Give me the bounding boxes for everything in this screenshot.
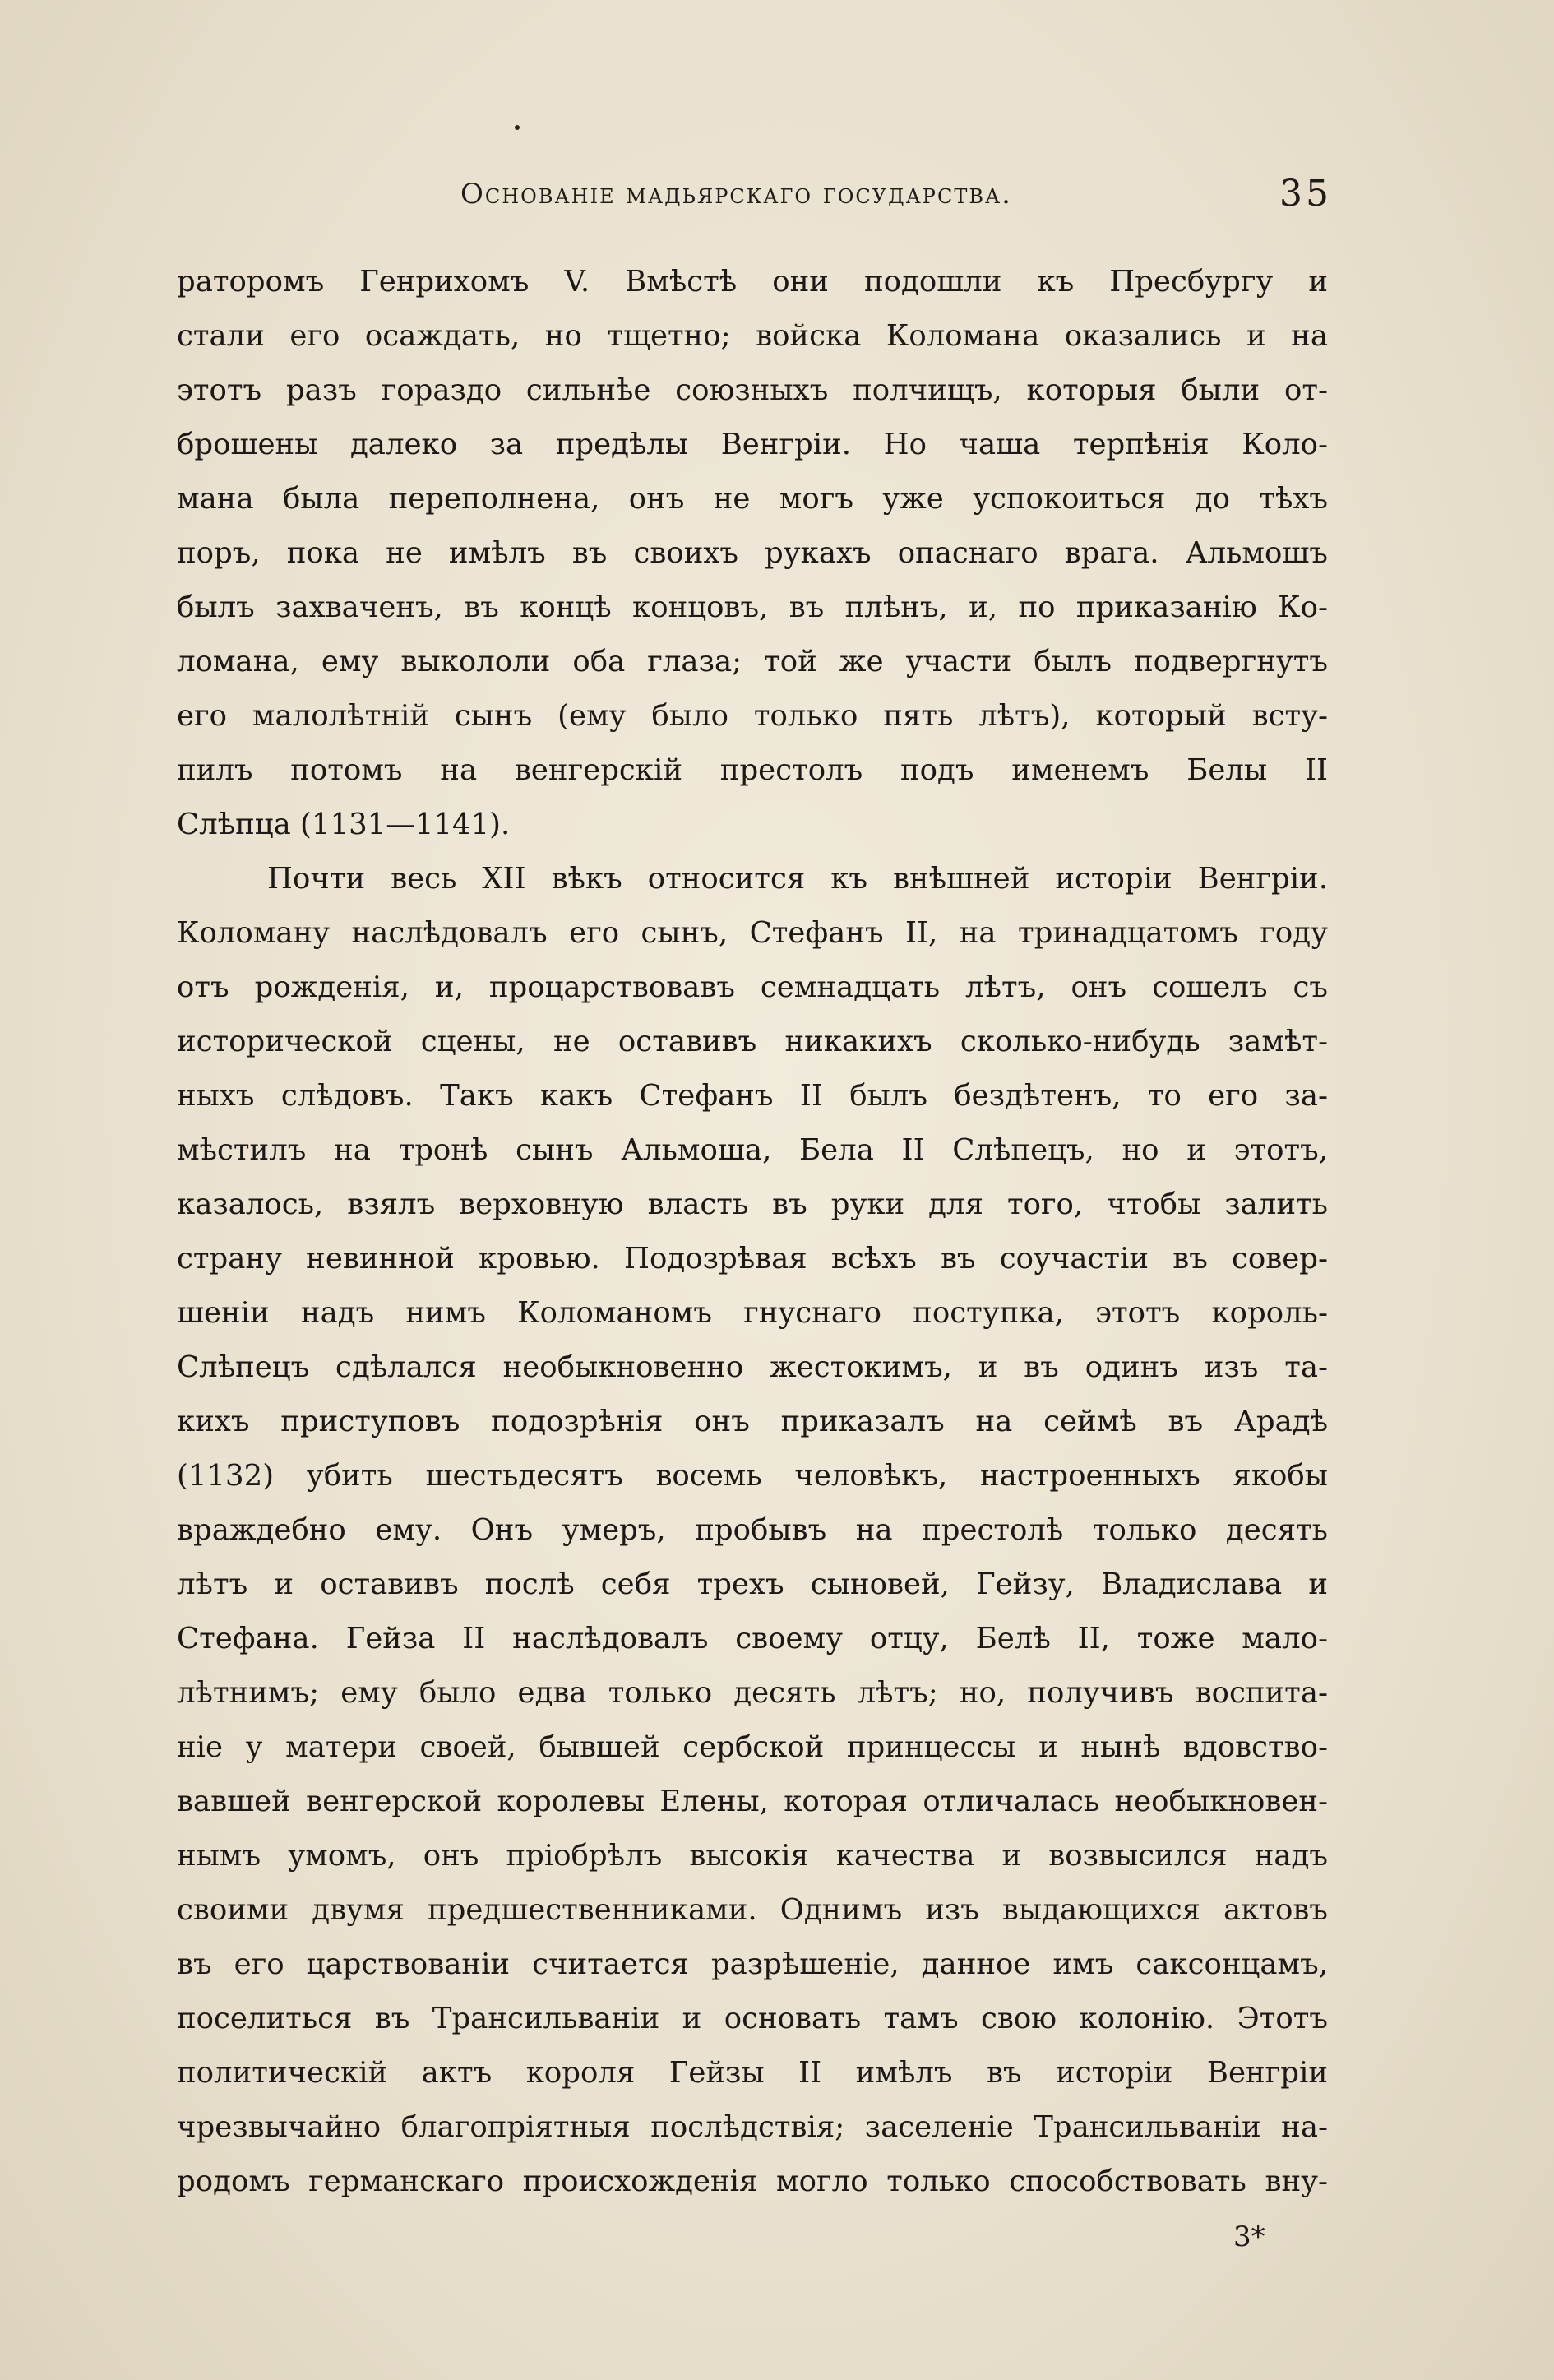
text-line: враждебно ему. Онъ умеръ, пробывъ на престолѣ только десять — [177, 1513, 1328, 1547]
paragraph-1 — [177, 255, 1328, 852]
text-line: мана была переполнена, онъ не могъ уже успокоиться до тѣхъ — [177, 482, 1328, 516]
text-line: былъ захваченъ, въ концѣ концовъ, въ плѣнъ, и, по приказанію Ко- — [177, 590, 1328, 624]
text-line: чрезвычайно благопріятныя послѣдствія; заселеніе Трансильваніи на- — [177, 2110, 1328, 2144]
paragraph-2 — [177, 852, 1328, 2209]
text-line: поръ, пока не имѣлъ въ своихъ рукахъ опаснаго врага. Альмошъ — [177, 536, 1328, 570]
text-line: Коломану наслѣдовалъ его сынъ, Стефанъ II, на тринадцатомъ году — [177, 916, 1328, 950]
text-line: Стефана. Гейза II наслѣдовалъ своему отцу, Белѣ II, тоже мало- — [177, 1622, 1328, 1655]
page-number: 35 — [1279, 173, 1332, 215]
text-line: своими двумя предшественниками. Однимъ изъ выдающихся актовъ — [177, 1893, 1328, 1927]
text-line: лѣтнимъ; ему было едва только десять лѣтъ; но, получивъ воспита- — [177, 1676, 1328, 1710]
page-header — [173, 173, 1332, 230]
text-line: нымъ умомъ, онъ пріобрѣлъ высокія качества и возвысился надъ — [177, 1839, 1328, 1873]
text-line: Слѣпецъ сдѣлался необыкновенно жестокимъ, и въ одинъ изъ та- — [177, 1350, 1328, 1384]
signature-mark: 3* — [1233, 2220, 1265, 2253]
text-line: ломана, ему выкололи оба глаза; той же участи былъ подвергнутъ — [177, 645, 1328, 678]
text-line: ніе у матери своей, бывшей сербской принцессы и нынѣ вдовство- — [177, 1730, 1328, 1764]
text-line: этотъ разъ гораздо сильнѣе союзныхъ полчищъ, которыя были от- — [177, 373, 1328, 407]
text-line: поселиться въ Трансильваніи и основать тамъ свою колонію. Этотъ — [177, 2002, 1328, 2035]
text-line: стали его осаждать, но тщетно; войска Коломана оказались и на — [177, 319, 1328, 353]
text-line: исторической сцены, не оставивъ никакихъ сколько-нибудь замѣт- — [177, 1025, 1328, 1058]
body-text — [177, 255, 1328, 2209]
text-line: лѣтъ и оставивъ послѣ себя трехъ сыновей, Гейзу, Владислава и — [177, 1567, 1328, 1601]
text-line: въ его царствованіи считается разрѣшеніе, данное имъ саксонцамъ, — [177, 1947, 1328, 1981]
text-line: брошены далеко за предѣлы Венгріи. Но чаша терпѣнія Коло- — [177, 428, 1328, 461]
text-line: казалось, взялъ верховную власть въ руки для того, чтобы залить — [177, 1188, 1328, 1221]
text-line: родомъ германскаго происхожденія могло только способствовать вну- — [177, 2165, 1328, 2198]
text-line: кихъ приступовъ подозрѣнія онъ приказалъ на сеймѣ въ Арадѣ — [177, 1405, 1328, 1438]
running-head: Основанiе мадьярскаго государства. — [460, 178, 1012, 211]
text-line: страну невинной кровью. Подозрѣвая всѣхъ въ соучастіи въ совер- — [177, 1242, 1328, 1276]
text-line: его малолѣтній сынъ (ему было только пять лѣтъ), который всту- — [177, 699, 1328, 733]
text-line: пилъ потомъ на венгерскій престолъ подъ именемъ Белы II — [177, 753, 1328, 787]
ink-speck — [515, 125, 520, 130]
text-line: раторомъ Генрихомъ V. Вмѣстѣ они подошли къ Пресбургу и — [177, 265, 1328, 299]
text-line: отъ рожденія, и, процарствовавъ семнадцать лѣтъ, онъ сошелъ съ — [177, 970, 1328, 1004]
text-line: мѣстилъ на тронѣ сынъ Альмоша, Бела II Слѣпецъ, но и этотъ, — [177, 1133, 1328, 1167]
text-line: шеніи надъ нимъ Коломаномъ гнуснаго поступка, этотъ король- — [177, 1296, 1328, 1330]
text-line: Слѣпца (1131—1141). — [177, 808, 511, 841]
text-line: (1132) убить шестьдесятъ восемь человѣкъ, настроенныхъ якобы — [177, 1459, 1328, 1493]
text-line: политическій актъ короля Гейзы II имѣлъ въ исторіи Венгріи — [177, 2056, 1328, 2090]
text-line: Почти весь XII вѣкъ относится къ внѣшней исторіи Венгріи. — [267, 862, 1328, 896]
text-line: ныхъ слѣдовъ. Такъ какъ Стефанъ II былъ бездѣтенъ, то его за- — [177, 1079, 1328, 1113]
text-line: вавшей венгерской королевы Елены, которая отличалась необыкновен- — [177, 1785, 1328, 1818]
